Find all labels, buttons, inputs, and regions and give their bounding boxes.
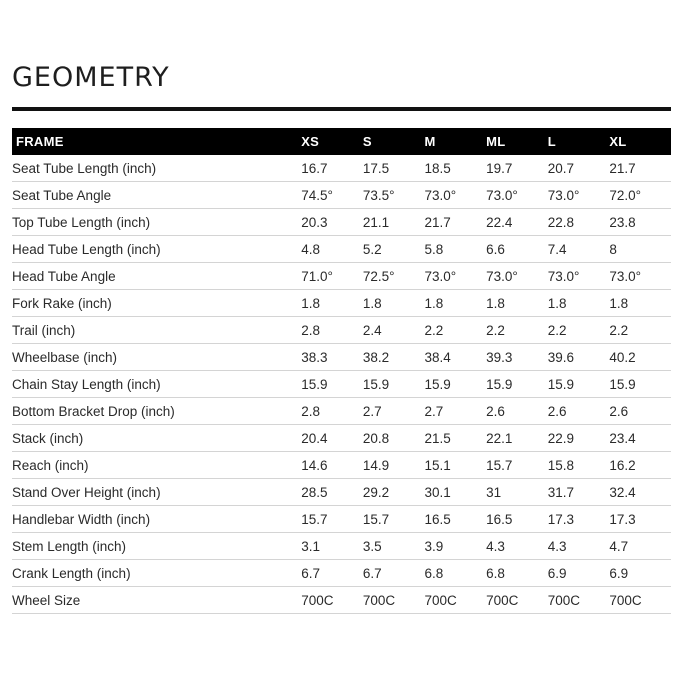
cell-xs: 15.7 — [301, 506, 363, 533]
cell-l: 22.8 — [548, 209, 610, 236]
cell-xl: 2.6 — [609, 398, 671, 425]
cell-m: 15.1 — [424, 452, 486, 479]
cell-xl: 15.9 — [609, 371, 671, 398]
cell-l: 22.9 — [548, 425, 610, 452]
cell-l: 15.8 — [548, 452, 610, 479]
cell-l: 700C — [548, 587, 610, 614]
row-label: Handlebar Width (inch) — [12, 506, 301, 533]
row-label: Seat Tube Angle — [12, 182, 301, 209]
table-row — [12, 560, 671, 587]
cell-xl: 17.3 — [609, 506, 671, 533]
cell-l: 4.3 — [548, 533, 610, 560]
cell-xl: 32.4 — [609, 479, 671, 506]
table-header — [12, 128, 671, 155]
cell-xl: 2.2 — [609, 317, 671, 344]
cell-s: 29.2 — [363, 479, 425, 506]
table-row — [12, 398, 671, 425]
header-row — [12, 128, 671, 155]
cell-s: 72.5° — [363, 263, 425, 290]
cell-l: 31.7 — [548, 479, 610, 506]
cell-ml: 6.8 — [486, 560, 548, 587]
cell-s: 73.5° — [363, 182, 425, 209]
cell-s: 2.7 — [363, 398, 425, 425]
cell-s: 38.2 — [363, 344, 425, 371]
cell-xl: 700C — [609, 587, 671, 614]
cell-ml: 700C — [486, 587, 548, 614]
cell-m: 3.9 — [424, 533, 486, 560]
cell-l: 1.8 — [548, 290, 610, 317]
row-label: Fork Rake (inch) — [12, 290, 301, 317]
cell-s: 2.4 — [363, 317, 425, 344]
cell-xs: 1.8 — [301, 290, 363, 317]
cell-m: 1.8 — [424, 290, 486, 317]
header-size-xl: XL — [609, 128, 671, 155]
cell-xs: 4.8 — [301, 236, 363, 263]
cell-m: 38.4 — [424, 344, 486, 371]
cell-m: 18.5 — [424, 155, 486, 182]
row-label: Reach (inch) — [12, 452, 301, 479]
header-size-l: L — [548, 128, 610, 155]
cell-xl: 1.8 — [609, 290, 671, 317]
cell-ml: 2.2 — [486, 317, 548, 344]
cell-s: 14.9 — [363, 452, 425, 479]
cell-ml: 19.7 — [486, 155, 548, 182]
cell-ml: 4.3 — [486, 533, 548, 560]
cell-m: 6.8 — [424, 560, 486, 587]
cell-l: 39.6 — [548, 344, 610, 371]
cell-xl: 6.9 — [609, 560, 671, 587]
cell-s: 700C — [363, 587, 425, 614]
cell-ml: 1.8 — [486, 290, 548, 317]
row-label: Stand Over Height (inch) — [12, 479, 301, 506]
cell-s: 6.7 — [363, 560, 425, 587]
table-row — [12, 479, 671, 506]
cell-xs: 14.6 — [301, 452, 363, 479]
header-size-m: M — [424, 128, 486, 155]
row-label: Crank Length (inch) — [12, 560, 301, 587]
table-body — [12, 155, 671, 614]
cell-m: 21.5 — [424, 425, 486, 452]
table-row — [12, 425, 671, 452]
table-row — [12, 290, 671, 317]
geometry-table — [12, 128, 671, 614]
cell-l: 7.4 — [548, 236, 610, 263]
row-label: Chain Stay Length (inch) — [12, 371, 301, 398]
cell-xs: 20.4 — [301, 425, 363, 452]
cell-ml: 6.6 — [486, 236, 548, 263]
row-label: Head Tube Angle — [12, 263, 301, 290]
cell-s: 15.7 — [363, 506, 425, 533]
row-label: Wheel Size — [12, 587, 301, 614]
cell-xl: 40.2 — [609, 344, 671, 371]
row-label: Bottom Bracket Drop (inch) — [12, 398, 301, 425]
cell-l: 73.0° — [548, 263, 610, 290]
table-row — [12, 587, 671, 614]
cell-ml: 73.0° — [486, 263, 548, 290]
cell-m: 2.7 — [424, 398, 486, 425]
cell-l: 15.9 — [548, 371, 610, 398]
table-row — [12, 344, 671, 371]
cell-xs: 700C — [301, 587, 363, 614]
cell-xs: 2.8 — [301, 398, 363, 425]
cell-ml: 16.5 — [486, 506, 548, 533]
cell-s: 3.5 — [363, 533, 425, 560]
cell-s: 17.5 — [363, 155, 425, 182]
cell-s: 20.8 — [363, 425, 425, 452]
cell-xl: 8 — [609, 236, 671, 263]
cell-s: 15.9 — [363, 371, 425, 398]
cell-xl: 23.4 — [609, 425, 671, 452]
cell-ml: 73.0° — [486, 182, 548, 209]
table-row — [12, 533, 671, 560]
row-label: Stem Length (inch) — [12, 533, 301, 560]
cell-l: 20.7 — [548, 155, 610, 182]
cell-m: 21.7 — [424, 209, 486, 236]
cell-m: 73.0° — [424, 182, 486, 209]
cell-xs: 15.9 — [301, 371, 363, 398]
table-row — [12, 317, 671, 344]
page-title: GEOMETRY — [12, 62, 170, 93]
cell-l: 73.0° — [548, 182, 610, 209]
cell-ml: 15.9 — [486, 371, 548, 398]
cell-xl: 4.7 — [609, 533, 671, 560]
cell-ml: 39.3 — [486, 344, 548, 371]
cell-m: 16.5 — [424, 506, 486, 533]
cell-xl: 23.8 — [609, 209, 671, 236]
header-frame: FRAME — [12, 128, 301, 155]
cell-s: 5.2 — [363, 236, 425, 263]
table-row — [12, 371, 671, 398]
cell-xs: 71.0° — [301, 263, 363, 290]
cell-l: 6.9 — [548, 560, 610, 587]
cell-l: 2.6 — [548, 398, 610, 425]
cell-xl: 21.7 — [609, 155, 671, 182]
table-row — [12, 452, 671, 479]
cell-m: 30.1 — [424, 479, 486, 506]
cell-s: 21.1 — [363, 209, 425, 236]
cell-l: 17.3 — [548, 506, 610, 533]
cell-xs: 28.5 — [301, 479, 363, 506]
cell-ml: 31 — [486, 479, 548, 506]
cell-ml: 22.1 — [486, 425, 548, 452]
row-label: Seat Tube Length (inch) — [12, 155, 301, 182]
cell-m: 15.9 — [424, 371, 486, 398]
cell-xs: 3.1 — [301, 533, 363, 560]
table-row — [12, 263, 671, 290]
table-row — [12, 506, 671, 533]
cell-m: 5.8 — [424, 236, 486, 263]
cell-xl: 16.2 — [609, 452, 671, 479]
row-label: Top Tube Length (inch) — [12, 209, 301, 236]
cell-l: 2.2 — [548, 317, 610, 344]
cell-xl: 73.0° — [609, 263, 671, 290]
header-size-s: S — [363, 128, 425, 155]
cell-ml: 15.7 — [486, 452, 548, 479]
cell-xs: 38.3 — [301, 344, 363, 371]
table-row — [12, 155, 671, 182]
row-label: Wheelbase (inch) — [12, 344, 301, 371]
row-label: Head Tube Length (inch) — [12, 236, 301, 263]
table-row — [12, 236, 671, 263]
row-label: Trail (inch) — [12, 317, 301, 344]
cell-m: 700C — [424, 587, 486, 614]
cell-xs: 6.7 — [301, 560, 363, 587]
cell-xs: 16.7 — [301, 155, 363, 182]
cell-m: 2.2 — [424, 317, 486, 344]
header-size-xs: XS — [301, 128, 363, 155]
title-divider — [12, 107, 671, 111]
table-row — [12, 182, 671, 209]
cell-xs: 74.5° — [301, 182, 363, 209]
cell-ml: 22.4 — [486, 209, 548, 236]
table-row — [12, 209, 671, 236]
cell-xs: 2.8 — [301, 317, 363, 344]
row-label: Stack (inch) — [12, 425, 301, 452]
header-size-ml: ML — [486, 128, 548, 155]
cell-xs: 20.3 — [301, 209, 363, 236]
cell-xl: 72.0° — [609, 182, 671, 209]
cell-ml: 2.6 — [486, 398, 548, 425]
cell-m: 73.0° — [424, 263, 486, 290]
cell-s: 1.8 — [363, 290, 425, 317]
